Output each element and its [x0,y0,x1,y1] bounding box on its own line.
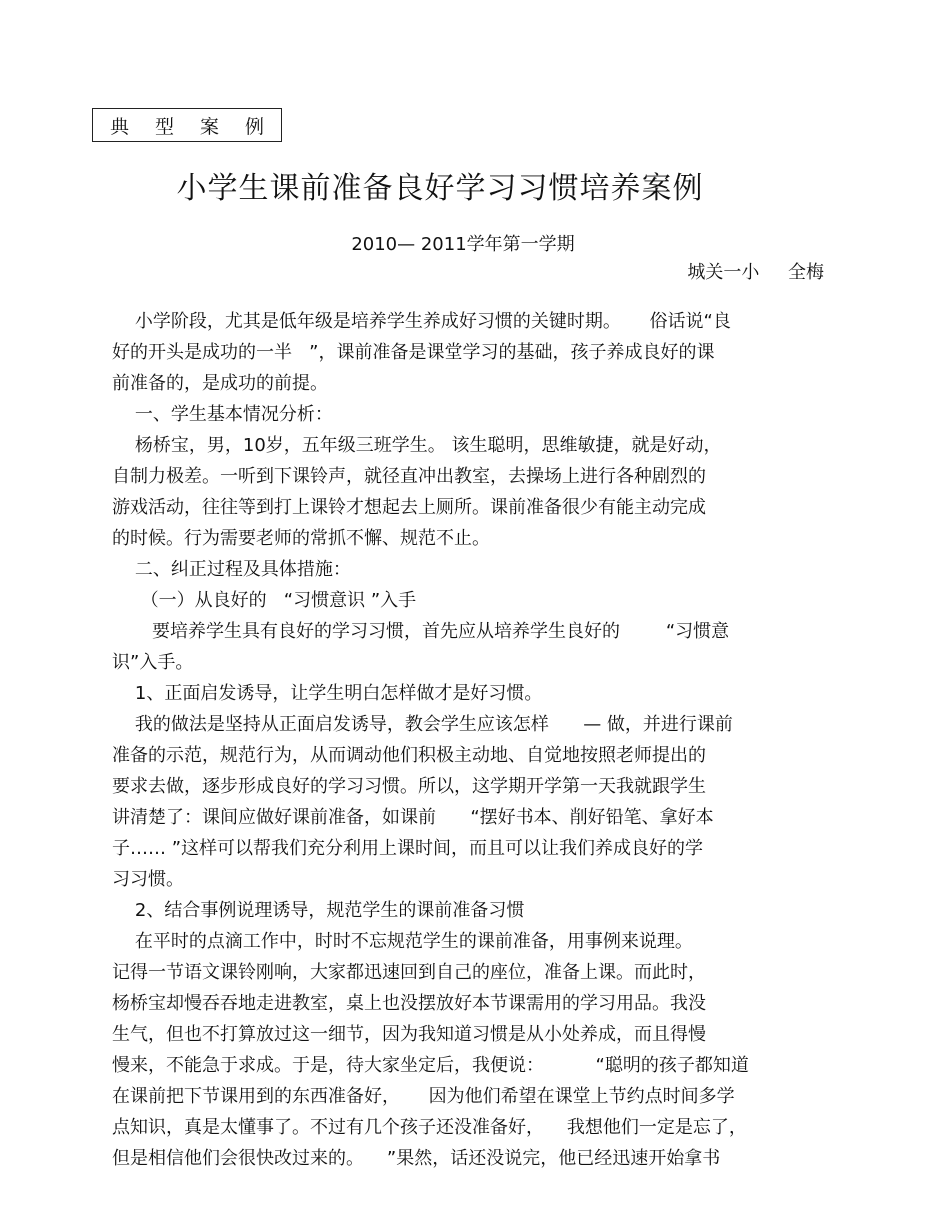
text-line: 子…… ”这样可以帮我们充分利用上课时间，而且可以让我们养成良好的学 [112,838,704,859]
section-heading: 二、纠正过程及具体措施： [112,559,351,580]
text-line: 生气，但也不打算放过这一细节，因为我知道习惯是从小处养成，而且得慢 [112,1024,706,1045]
text-line: 习习惯。 [112,869,184,890]
body-text [112,306,832,1174]
text-line: 小学阶段，尤其是低年级是培养学生养成好习惯的关键时期。 俗话说“良 [112,311,731,332]
text-line: 识”入手。 [112,652,194,673]
text-line: 前准备的，是成功的前提。 [112,373,328,394]
item-heading: 2、结合事例说理诱导，规范学生的课前准备习惯 [112,900,525,921]
text-line: 在课前把下节课用到的东西准备好， 因为他们希望在课堂上节约点时间多学 [112,1086,735,1107]
text-line: 我的做法是坚持从正面启发诱导，教会学生应该怎样 — 做，并进行课前 [112,714,733,735]
text-line: 慢来，不能急于求成。于是，待大家坐定后，我便说： “聪明的孩子都知道 [112,1055,749,1076]
text-line: 杨桥宝却慢吞吞地走进教室，桌上也没摆放好本节课需用的学习用品。我没 [112,993,706,1014]
text-line: 准备的示范，规范行为，从而调动他们积极主动地、自觉地按照老师提出的 [112,745,706,766]
text-line: 杨桥宝，男，10岁，五年级三班学生。 该生聪明，思维敏捷，就是好动， [112,435,722,456]
text-line: 但是相信他们会很快改过来的。 ”果然，话还没说完，他已经迅速开始拿书 [112,1148,721,1169]
text-line: 要培养学生具有良好的学习习惯，首先应从培养学生良好的 “习惯意 [112,621,730,642]
text-line: 记得一节语文课铃刚响，大家都迅速回到自己的座位，准备上课。而此时， [112,962,706,983]
section-heading: 一、学生基本情况分析： [112,404,333,425]
text-line: 自制力极差。一听到下课铃声，就径直冲出教室，去操场上进行各种剧烈的 [112,466,706,487]
text-line: 好的开头是成功的一半 ”，课前准备是课堂学习的基础，孩子养成良好的课 [112,342,715,363]
text-line: 讲清楚了：课间应做好课前准备，如课前 “摆好书本、削好铅笔、拿好本 [112,807,714,828]
document-title: 小学生课前准备良好学习习惯培养案例 [176,171,704,206]
case-type-label: 典 型 案 例 [92,108,282,142]
text-line: 点知识，真是太懂事了。不过有几个孩子还没准备好， 我想他们一定是忘了， [112,1117,747,1138]
item-heading: 1、正面启发诱导，让学生明白怎样做才是好习惯。 [112,683,543,704]
term-line: 2010— 2011学年第一学期 [351,234,575,255]
text-line: 的时候。行为需要老师的常抓不懈、规范不止。 [112,528,490,549]
text-line: 要求去做，逐步形成良好的学习习惯。所以，这学期开学第一天我就跟学生 [112,776,706,797]
author-line: 城关一小 全梅 [687,262,824,283]
text-line: 游戏活动，往往等到打上课铃才想起去上厕所。课前准备很少有能主动完成 [112,497,706,518]
text-line: 在平时的点滴工作中，时时不忘规范学生的课前准备，用事例来说理。 [112,931,693,952]
subsection-heading: （一）从良好的 “习惯意识 ”入手 [112,590,417,611]
